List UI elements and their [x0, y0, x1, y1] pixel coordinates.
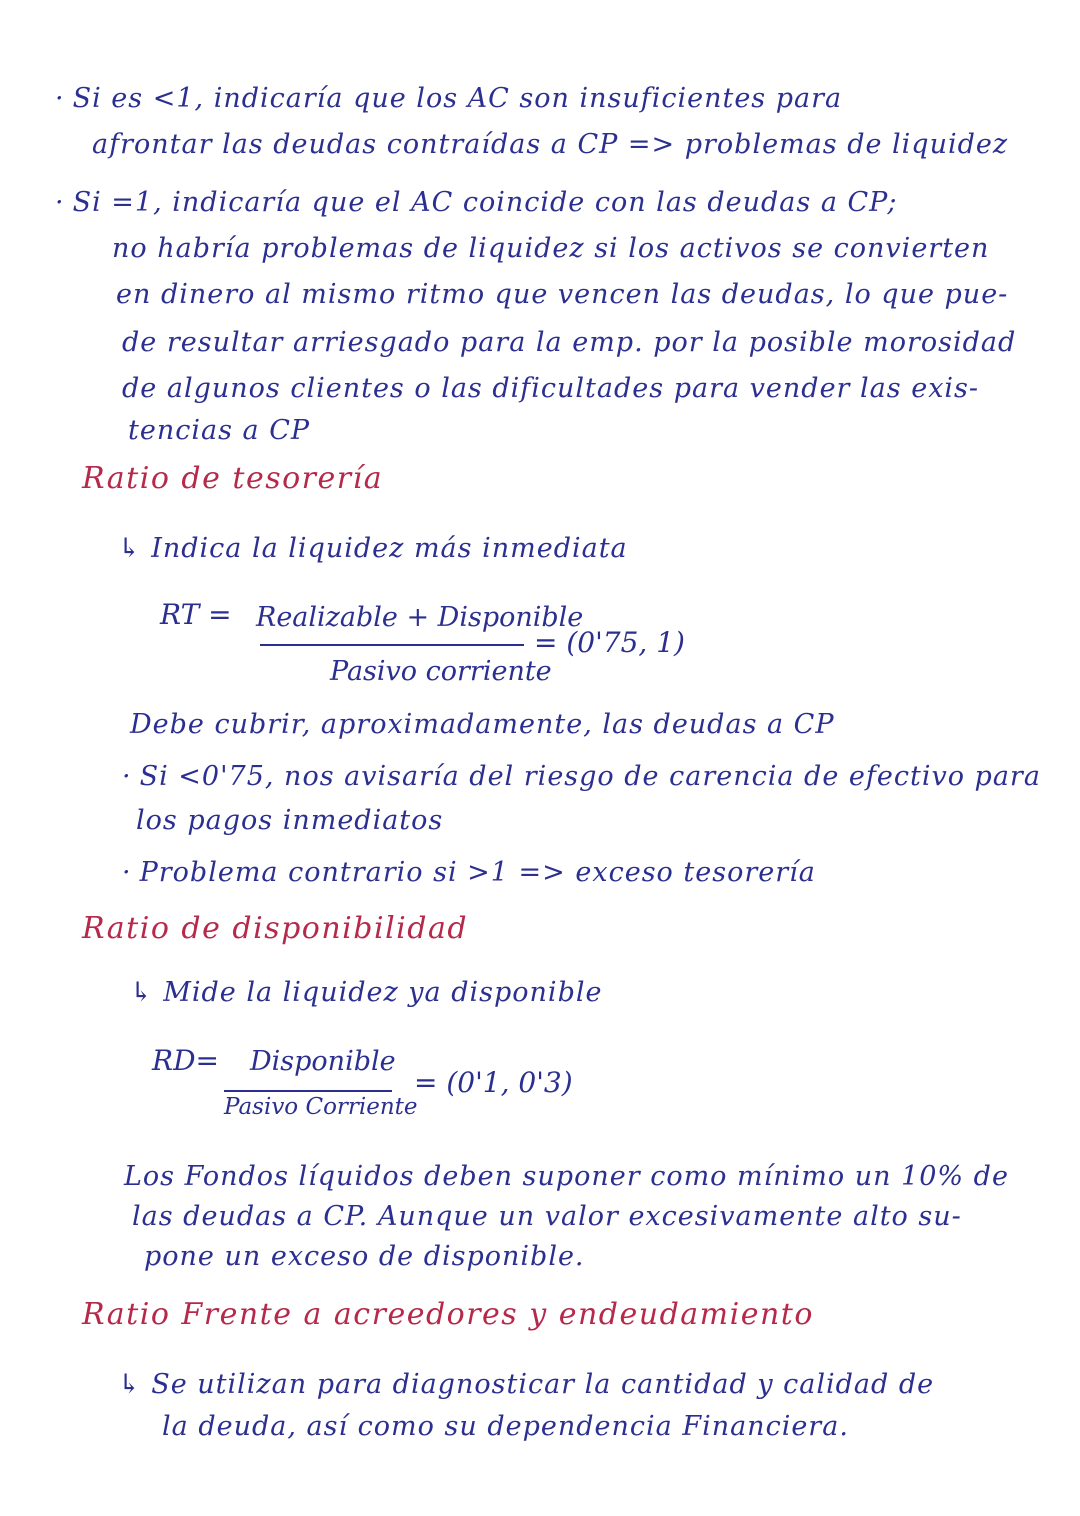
formula-rd-numerator: Disponible [250, 1046, 396, 1077]
heading-ratio-acreedores: Ratio Frente a acreedores y endeudamiento [82, 1297, 814, 1332]
intro-line-3: · Si =1, indicaría que el AC coincide con las deudas a CP; [55, 186, 897, 220]
intro-line-4: no habría problemas de liquidez si los activos se convierten [112, 233, 990, 264]
intro-line-7: de algunos clientes o las dificultades para vender las exis- [122, 373, 980, 404]
formula-rd-lhs: RD= [152, 1044, 219, 1077]
formula-rt-fraction-bar [260, 644, 524, 646]
heading-ratio-disponibilidad: Ratio de disponibilidad [82, 911, 469, 946]
formula-rt-range: = (0'75, 1) [534, 626, 685, 659]
formula-rt-denominator: Pasivo corriente [330, 656, 552, 687]
intro-line-8: tencias a CP [128, 415, 311, 446]
heading-ratio-tesoreria: Ratio de tesorería [82, 461, 384, 496]
formula-rd-denominator: Pasivo Corriente [224, 1094, 418, 1120]
formula-rd [152, 1040, 612, 1130]
acreedores-line-2: la deuda, así como su dependencia Financiera. [162, 1411, 849, 1442]
tesoreria-line-2: · Si <0'75, nos avisaría del riesgo de carencia de efectivo para [122, 760, 1041, 794]
disponibilidad-line-2: las deudas a CP. Aunque un valor excesivamente alto su- [132, 1201, 962, 1232]
disponibilidad-line-3: pone un exceso de disponible. [144, 1241, 585, 1272]
formula-rt-lhs: RT = [160, 598, 232, 631]
disponibilidad-description: ↳ Mide la liquidez ya disponible [130, 977, 603, 1008]
formula-rt-numerator: Realizable + Disponible [256, 602, 584, 633]
intro-line-2: afrontar las deudas contraídas a CP => problemas de liquidez [92, 129, 1009, 160]
tesoreria-description: ↳ Indica la liquidez más inmediata [118, 533, 628, 564]
formula-rt [160, 592, 700, 702]
tesoreria-line-4: · Problema contrario si >1 => exceso tesorería [122, 856, 816, 890]
intro-line-1: · Si es <1, indicaría que los AC son insuficientes para [55, 82, 842, 116]
disponibilidad-line-1: Los Fondos líquidos deben suponer como mínimo un 10% de [124, 1161, 1009, 1192]
formula-rd-range: = (0'1, 0'3) [414, 1066, 573, 1099]
acreedores-line-1: ↳ Se utilizan para diagnosticar la cantidad y calidad de [118, 1369, 935, 1400]
tesoreria-line-3: los pagos inmediatos [136, 805, 444, 836]
intro-line-6: de resultar arriesgado para la emp. por la posible morosidad [122, 327, 1017, 358]
intro-line-5: en dinero al mismo ritmo que vencen las deudas, lo que pue- [116, 279, 1009, 310]
formula-rd-fraction-bar [224, 1090, 392, 1092]
tesoreria-line-1: Debe cubrir, aproximadamente, las deudas a CP [130, 709, 835, 740]
